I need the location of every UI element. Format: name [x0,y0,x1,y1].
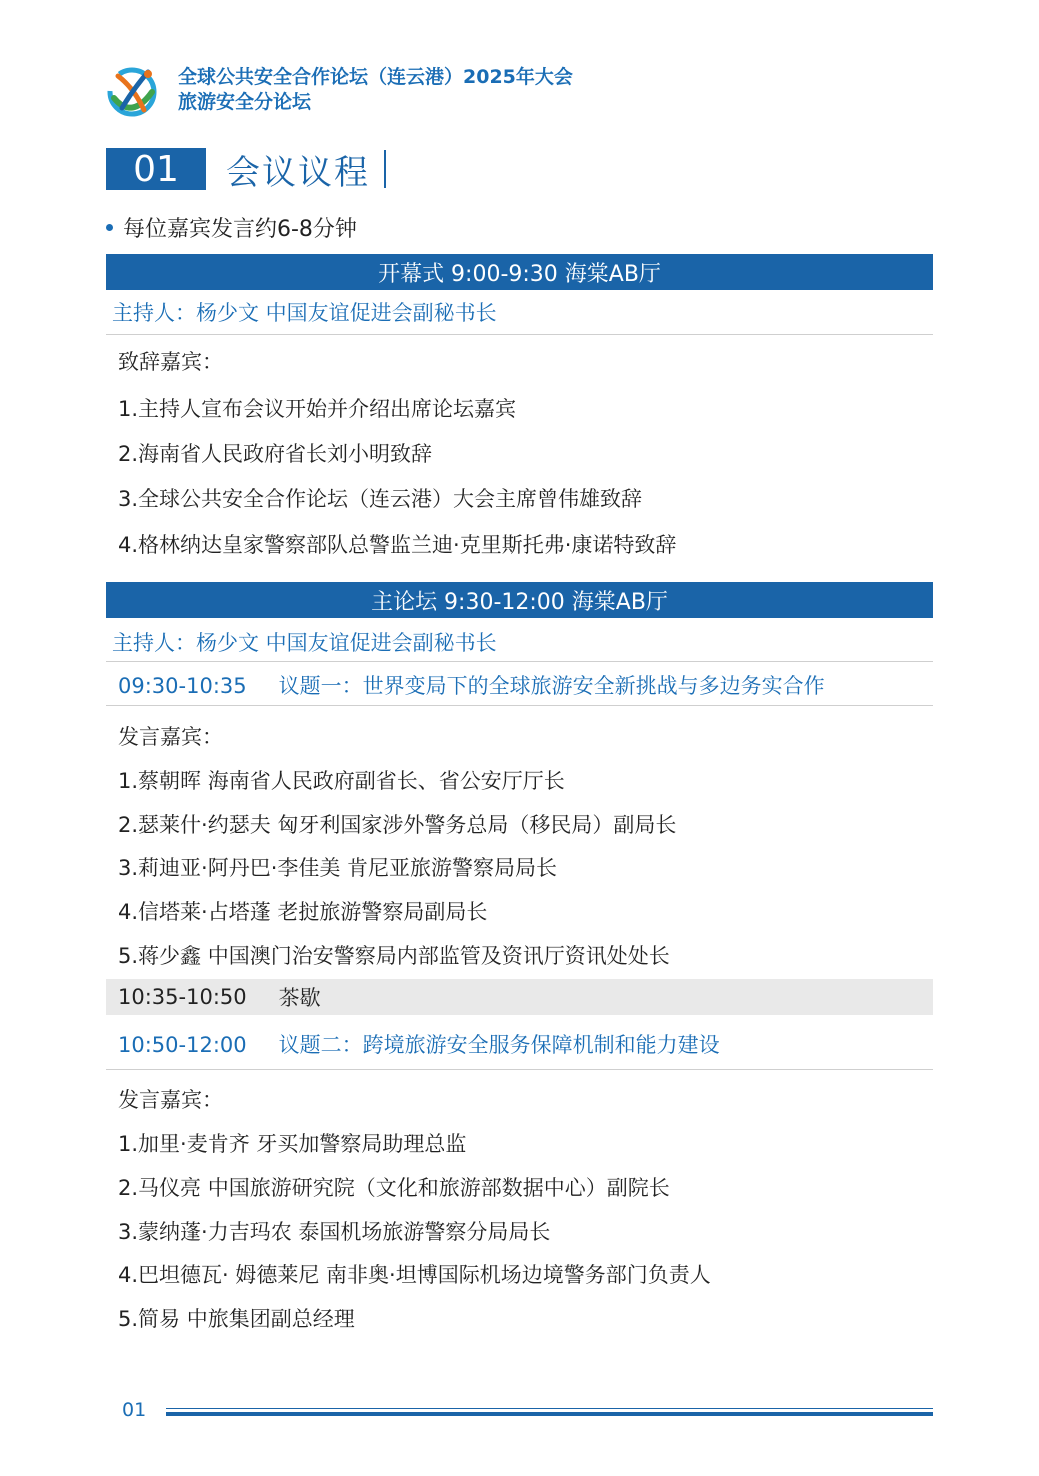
list-item: 1.加里·麦肯齐 牙买加警察局助理总监 [118,1132,467,1156]
tea-break-row [106,979,933,1015]
header-subtitle: 旅游安全分论坛 [178,91,312,113]
bullet-icon [106,224,113,231]
divider [106,334,933,335]
list-item: 1.主持人宣布会议开始并介绍出席论坛嘉宾 [118,397,517,421]
header-title: 全球公共安全合作论坛（连云港）2025年大会 [178,66,573,88]
speakers-one-label: 发言嘉宾： [118,725,223,749]
forum-logo-icon [104,62,160,118]
topic-one [118,670,825,700]
list-item: 1.蔡朝晖 海南省人民政府副省长、省公安厅厅长 [118,769,565,793]
list-item: 4.格林纳达皇家警察部队总警监兰迪·克里斯托弗·康诺特致辞 [118,533,677,557]
tea-break-time: 10:35-10:50 [118,985,247,1009]
topic-two [118,1029,720,1059]
list-item: 2.海南省人民政府省长刘小明致辞 [118,442,433,466]
section-title-text: 会议议程 [226,152,370,193]
page-number: 01 [122,1399,147,1421]
page-header [104,60,573,120]
opening-speakers-label: 致辞嘉宾： [118,350,223,374]
list-item: 3.蒙纳蓬·力吉玛农 泰国机场旅游警察分局局长 [118,1220,551,1244]
list-item: 5.蒋少鑫 中国澳门治安警察局内部监管及资讯厅资讯处处长 [118,944,670,968]
title-divider [384,150,386,188]
tea-break-title: 茶歇 [278,986,321,1010]
footer-rule-thin [166,1408,933,1409]
topic-two-time: 10:50-12:00 [118,1033,247,1057]
opening-host: 主持人：杨少文 中国友谊促进会副秘书长 [112,301,497,325]
opening-bar: 开幕式 9:00-9:30 海棠AB厅 [106,254,933,290]
list-item: 2.瑟莱什·约瑟夫 匈牙利国家涉外警务总局（移民局）副局长 [118,813,677,837]
note-text: 每位嘉宾发言约6-8分钟 [123,217,357,242]
main-forum-bar: 主论坛 9:30-12:00 海棠AB厅 [106,582,933,618]
section-title [106,148,386,193]
list-item: 4.巴坦德瓦· 姆德莱尼 南非奥·坦博国际机场边境警务部门负责人 [118,1263,711,1287]
list-item: 2.马仪亮 中国旅游研究院（文化和旅游部数据中心）副院长 [118,1176,670,1200]
topic-two-title: 议题二：跨境旅游安全服务保障机制和能力建设 [278,1033,720,1057]
speakers-two-label: 发言嘉宾： [118,1088,223,1112]
footer-rule [166,1412,933,1416]
list-item: 5.简易 中旅集团副总经理 [118,1307,355,1331]
list-item: 3.全球公共安全合作论坛（连云港）大会主席曾伟雄致辞 [118,487,643,511]
speaking-note [106,212,357,243]
main-host: 主持人：杨少文 中国友谊促进会副秘书长 [112,631,497,655]
section-number: 01 [106,148,206,190]
topic-one-time: 09:30-10:35 [118,674,247,698]
list-item: 4.信塔莱·占塔蓬 老挝旅游警察局副局长 [118,900,488,924]
topic-one-title: 议题一：世界变局下的全球旅游安全新挑战与多边务实合作 [278,674,825,698]
list-item: 3.莉迪亚·阿丹巴·李佳美 肯尼亚旅游警察局局长 [118,856,558,880]
divider [106,1069,933,1070]
divider [106,705,933,706]
divider [106,661,933,662]
